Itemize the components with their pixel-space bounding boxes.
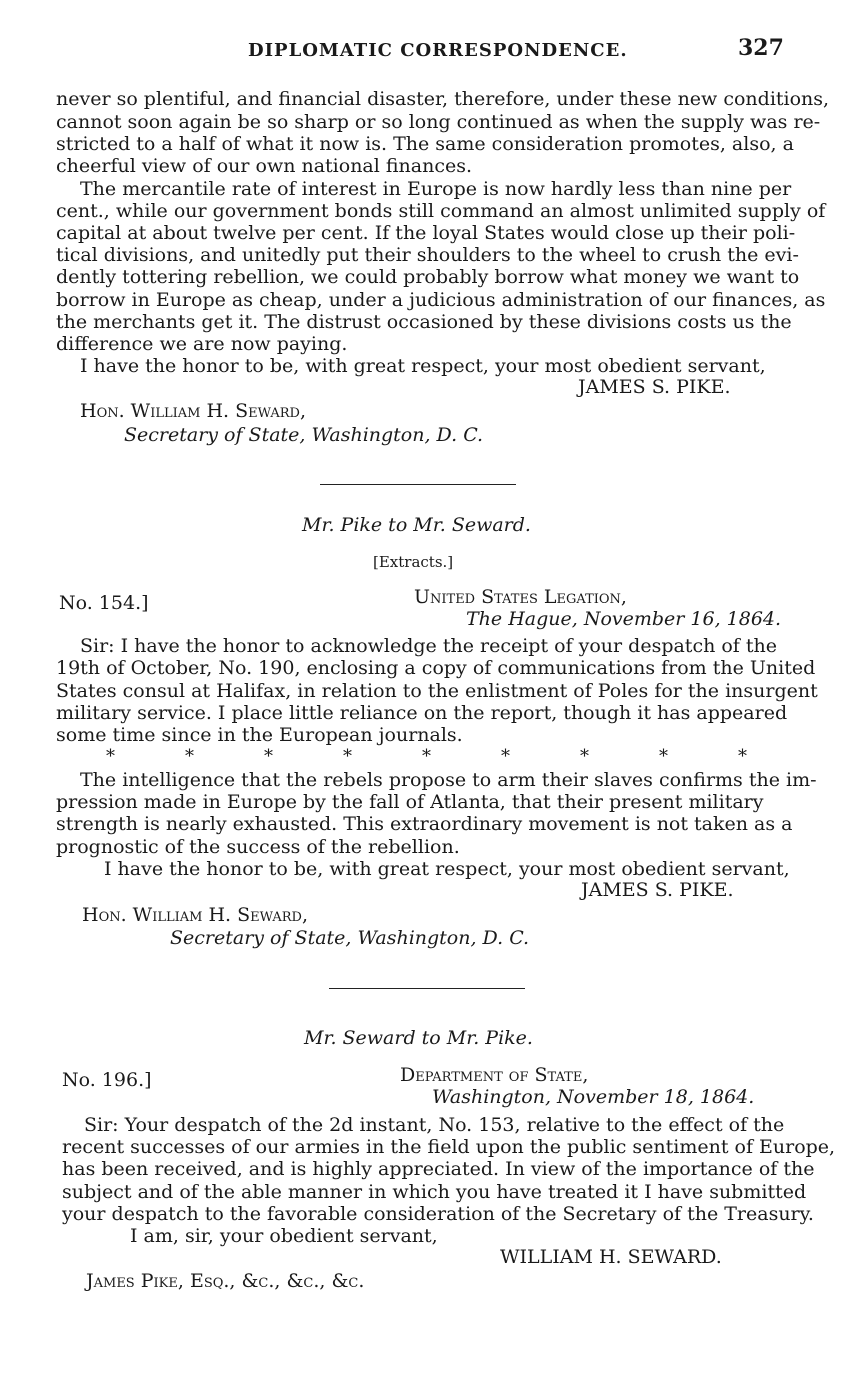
despatch-number: No. 196.] [62,1069,152,1091]
sender-place: Department of State, [400,1064,589,1086]
star: * [501,746,510,767]
signature: JAMES S. PIKE. [581,879,734,901]
letter-heading: Mr. Seward to Mr. Pike. [304,1027,533,1049]
text-line: The mercantile rate of interest in Europe is now hardly less than nine per [80,178,792,200]
text-line: difference we are now paying. [56,333,348,355]
sender-place: United States Legation, [414,586,627,608]
addressee-title: Secretary of State, Washington, D. C. [170,927,530,949]
page-number: 327 [738,35,784,61]
sender-date: The Hague, November 16, 1864. [466,608,782,630]
section-divider [320,484,516,485]
text-line: Sir: Your despatch of the 2d instant, No. 153, relative to the effect of the [84,1114,785,1136]
text-line: I have the honor to be, with great respect, your most obedient servant, [80,355,766,377]
text-line: The intelligence that the rebels propose to arm their slaves confirms the im- [80,769,817,791]
despatch-number: No. 154.] [59,592,149,614]
text-line: Sir: I have the honor to acknowledge the receipt of your despatch of the [80,635,777,657]
text-line: military service. I place little reliance on the report, though it has appeared [56,702,788,724]
star: * [343,746,352,767]
addressee-title: Secretary of State, Washington, D. C. [124,424,484,446]
addressee: James Pike, Esq., &c., &c., &c. [86,1270,365,1292]
letter-heading: Mr. Pike to Mr. Seward. [302,514,531,536]
sender-date: Washington, November 18, 1864. [432,1086,755,1108]
text-line: cheerful view of our own national finances. [56,155,473,177]
ellipsis-stars [106,746,817,767]
star: * [580,746,589,767]
text-line: recent successes of our armies in the field upon the public sentiment of Europe, [62,1136,836,1158]
extracts-note: [Extracts.] [373,553,454,571]
text-line: States consul at Halifax, in relation to the enlistment of Poles for the insurgent [56,680,818,702]
text-line: stricted to a half of what it now is. The same consideration promotes, also, a [56,133,794,155]
text-line: tical divisions, and unitedly put their shoulders to the wheel to crush the evi- [56,244,799,266]
text-line: prognostic of the success of the rebellion. [56,836,460,858]
star: * [738,746,747,767]
text-line: dently tottering rebellion, we could probably borrow what money we want to [56,266,800,288]
star: * [106,746,115,767]
text-line: cannot soon again be so sharp or so long continued as when the supply was re- [56,111,821,133]
text-line: strength is nearly exhausted. This extraordinary movement is not taken as a [56,813,793,835]
text-line: never so plentiful, and financial disaster, therefore, under these new conditions, [56,88,830,110]
star: * [422,746,431,767]
text-line: I am, sir, your obedient servant, [130,1225,438,1247]
running-title: DIPLOMATIC CORRESPONDENCE. [248,40,628,61]
text-line: your despatch to the favorable consideration of the Secretary of the Treasury. [62,1203,814,1225]
text-line: the merchants get it. The distrust occasioned by these divisions costs us the [56,311,792,333]
addressee-name: Hon. William H. Seward, [80,400,306,422]
addressee-name: Hon. William H. Seward, [82,904,308,926]
star: * [659,746,668,767]
section-divider [329,988,525,989]
signature: WILLIAM H. SEWARD. [500,1246,722,1268]
star: * [264,746,273,767]
text-line: 19th of October, No. 190, enclosing a copy of communications from the United [56,657,816,679]
text-line: borrow in Europe as cheap, under a judicious administration of our finances, as [56,289,826,311]
star: * [185,746,194,767]
text-line: subject and of the able manner in which you have treated it I have submitted [62,1181,807,1203]
text-line: capital at about twelve per cent. If the loyal States would close up their poli- [56,222,796,244]
text-line: I have the honor to be, with great respect, your most obedient servant, [104,858,790,880]
text-line: some time since in the European journals. [56,724,463,746]
text-line: has been received, and is highly appreciated. In view of the importance of the [62,1158,815,1180]
signature: JAMES S. PIKE. [578,376,731,398]
text-line: pression made in Europe by the fall of Atlanta, that their present military [56,791,764,813]
text-line: cent., while our government bonds still command an almost unlimited supply of [56,200,826,222]
